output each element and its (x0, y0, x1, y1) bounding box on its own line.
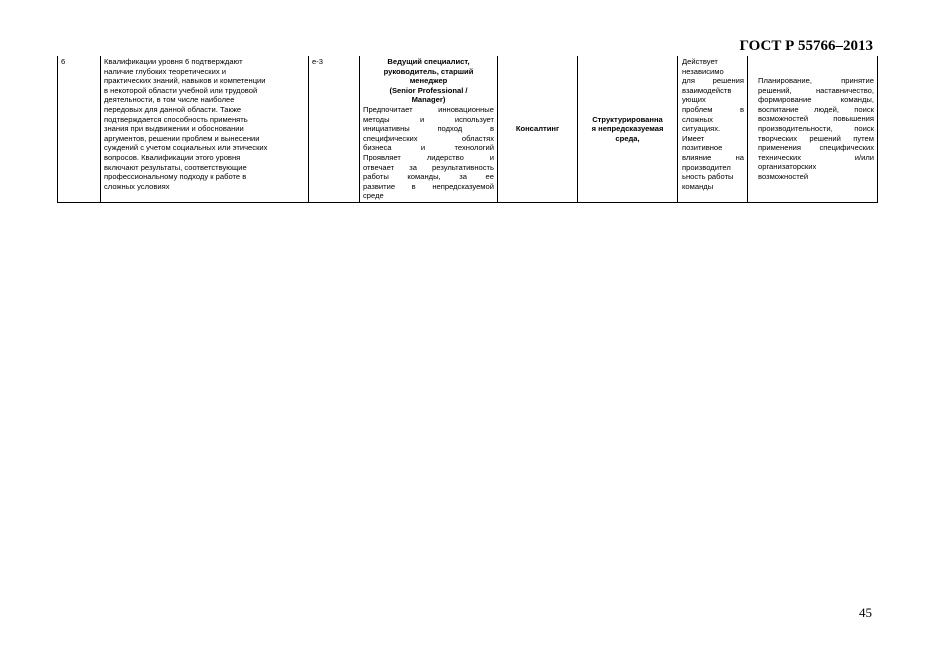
table-row (58, 56, 878, 202)
tasks-line: решений, наставничество, (758, 85, 874, 95)
environment-cell (578, 56, 678, 202)
role-text-line: Предпочитает инновационные (363, 104, 494, 114)
role-text-line: бизнеса и технологий (363, 143, 494, 153)
role-text-line: специфических областях (363, 133, 494, 143)
autonomy-line: для решения (682, 76, 744, 86)
description-line: в некоторой области учебной или трудовой (104, 85, 258, 95)
tasks-line: организаторских (758, 162, 817, 172)
environment-line: я непредсказуемая (591, 124, 664, 134)
autonomy-line: ьность работы (682, 172, 734, 182)
tasks-line: Планирование, принятие (758, 76, 874, 85)
qualification-table (57, 56, 878, 203)
description-line: знания при выдвижении и обосновании (104, 124, 244, 134)
role-title-line: (Senior Professional / (389, 85, 468, 95)
description-line: деятельности, в том числе наиболее (104, 95, 235, 105)
level-cell: 6 (58, 56, 101, 202)
autonomy-line: независимо (682, 66, 724, 76)
description-line: передовых для данной области. Также (104, 104, 242, 114)
tasks-line: формирование команды, (758, 95, 874, 105)
autonomy-line: позитивное (682, 143, 723, 153)
role-title-line: руководитель, старший (383, 66, 474, 76)
role-text-line: работы команды, за ее (363, 172, 494, 182)
autonomy-line: проблем в (682, 104, 744, 114)
description-line: практических знаний, навыков и компетенции (104, 76, 266, 86)
autonomy-cell (678, 56, 748, 202)
autonomy-line: влияние на (682, 152, 744, 162)
tasks-line: применения специфических (758, 143, 874, 153)
role-title-line: Ведущий специалист, (387, 57, 470, 66)
autonomy-line: сложных (682, 114, 713, 124)
description-line: профессиональному подходу к работе в (104, 172, 247, 182)
environment-line: Структурированна (592, 114, 663, 124)
description-line: подтверждается способность применять (104, 114, 248, 124)
tasks-line: воспитание людей, поиск (758, 104, 874, 114)
environment-line: среда, (615, 133, 640, 143)
tasks-cell (748, 56, 878, 202)
autonomy-line: команды (682, 181, 714, 191)
document-standard-header: ГОСТ Р 55766–2013 (739, 38, 873, 54)
description-line: включают результаты, соответствующие (104, 162, 247, 172)
description-line: вопросов. Квалификации этого уровня (104, 152, 241, 162)
description-line: Квалификации уровня 6 подтверждают (104, 57, 243, 66)
role-title-line: Manager) (411, 95, 446, 105)
area-cell: Консалтинг (498, 56, 578, 202)
description-line: аргументов, решении проблем и вынесении (104, 133, 260, 143)
role-text-line: Проявляет лидерство и (363, 152, 494, 162)
page-number: 45 (859, 605, 872, 620)
competence-code-cell: e-3 (309, 56, 360, 202)
role-text-line: развитие в непредсказуемой (363, 181, 494, 191)
autonomy-line: ситуациях. (682, 124, 721, 134)
level-description-cell (101, 56, 309, 202)
role-text-line: среде (363, 191, 384, 201)
tasks-line: творческих решений путем (758, 133, 874, 143)
tasks-line: возможностей (758, 171, 809, 181)
autonomy-line: производител (682, 162, 731, 172)
role-cell (360, 56, 498, 202)
description-line: сложных условиях (104, 181, 170, 191)
description-line: наличие глубоких теоретических и (104, 66, 227, 76)
description-line: суждений с учетом социальных или этических (104, 143, 268, 153)
autonomy-line: ующих (682, 95, 706, 105)
role-text-line: методы и использует (363, 114, 494, 124)
autonomy-line: Действует (682, 57, 718, 66)
role-text-line: отвечает за результативность (363, 162, 494, 172)
tasks-line: производительности, поиск (758, 123, 874, 133)
tasks-line: возможностей повышения (758, 114, 874, 124)
autonomy-line: взаимодейств (682, 85, 732, 95)
autonomy-line: Имеет (682, 133, 705, 143)
role-title-line: менеджер (409, 76, 448, 86)
tasks-line: технических и/или (758, 152, 874, 162)
role-text-line: инициативны подход в (363, 124, 494, 134)
